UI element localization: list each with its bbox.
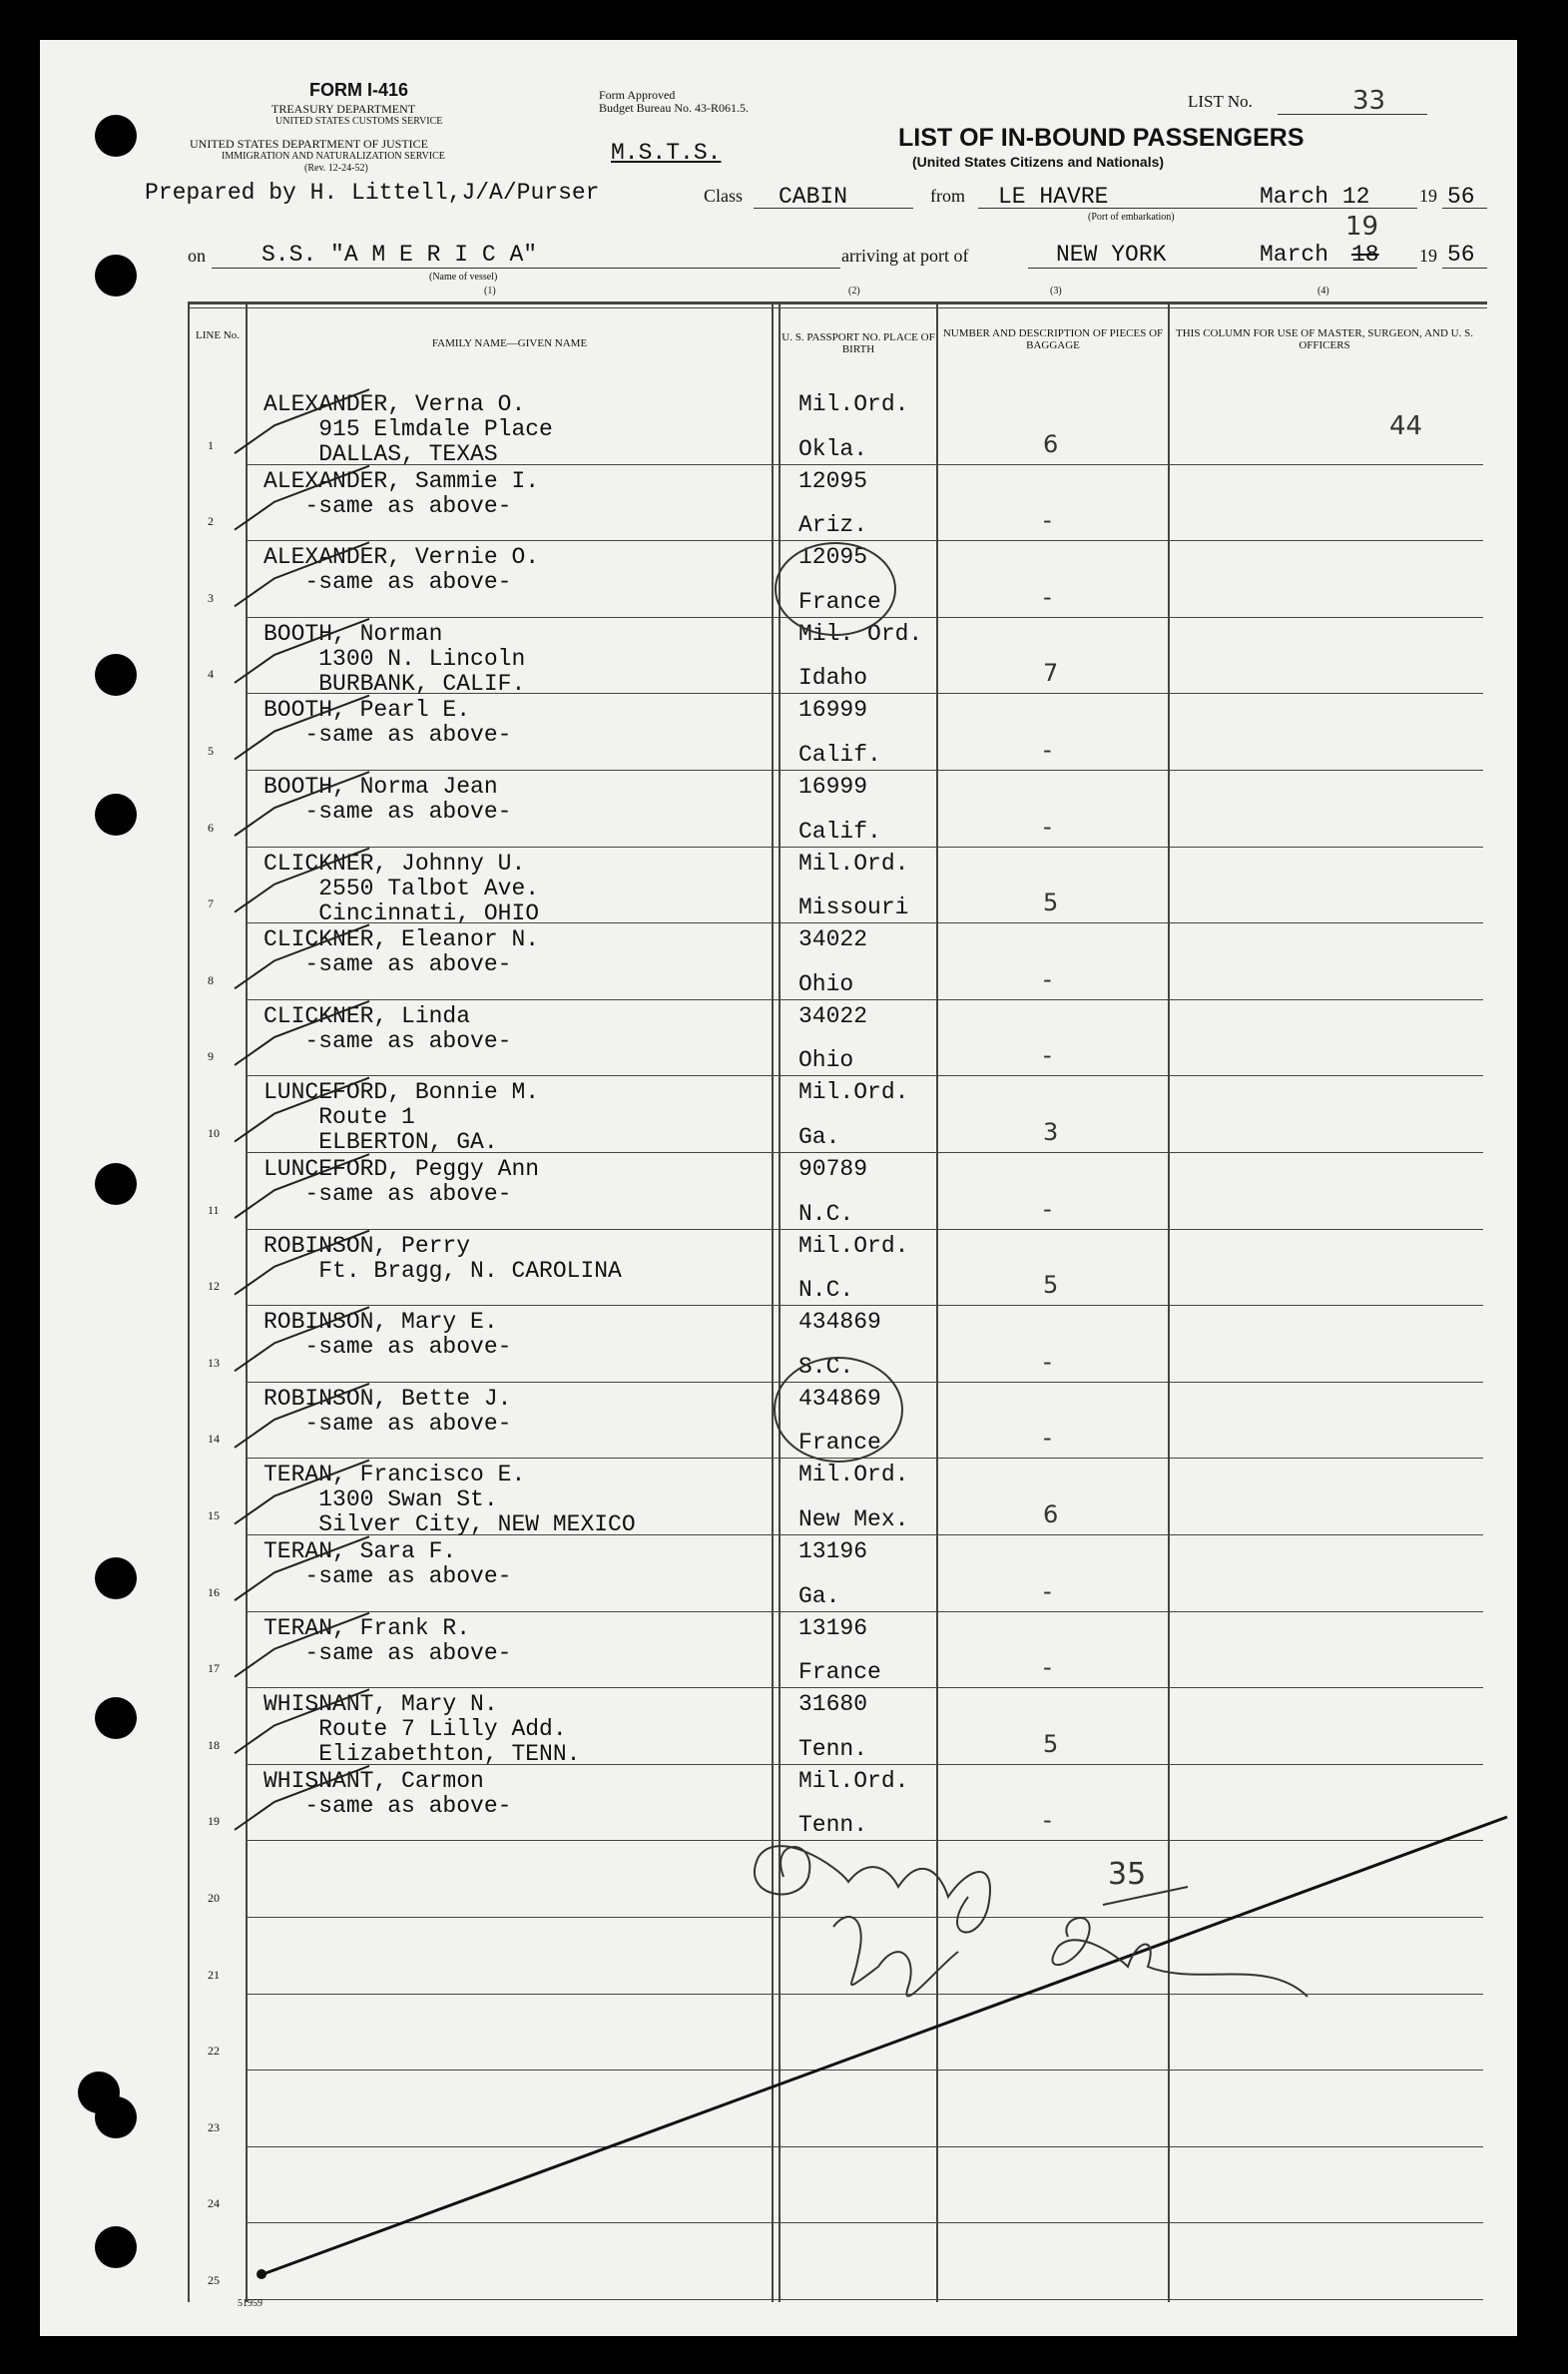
passenger-address-line: Route 7 Lilly Add. [263,1716,567,1742]
passenger-name: LUNCEFORD, Peggy Ann [263,1156,540,1182]
header-name: FAMILY NAME—GIVEN NAME [431,337,588,349]
passenger-address-line: -same as above- [263,1334,512,1360]
place-of-birth: Tenn. [798,1812,868,1838]
handwritten-total: 35 [1108,1857,1147,1892]
passenger-name: TERAN, Sara F. [263,1538,457,1564]
passenger-name: TERAN, Francisco E. [263,1462,526,1487]
list-label: LIST No. [1188,92,1253,111]
passenger-name: ALEXANDER, Verna O. [263,391,526,417]
tick-mark [235,619,369,683]
line-number: 2 [208,514,214,528]
vessel-name: S.S. "A M E R I C A" [261,242,538,268]
number-scribble [1052,1918,1307,1997]
handwriting-overlay [40,40,1517,2336]
column-number-3: (3) [1050,286,1062,297]
passenger-name: ALEXANDER, Sammie I. [263,468,540,494]
treasury-label: TREASURY DEPARTMENT [271,102,416,116]
baggage-count: 5 [1043,889,1059,916]
arrival-day-struck: 18 [1351,242,1379,268]
tick-mark [235,1689,369,1753]
passport-number: 13196 [798,1538,868,1564]
line-number: 4 [208,667,214,681]
line-number: 12 [208,1279,220,1293]
line-number: 23 [208,2120,220,2134]
tick-marks [235,389,369,1830]
passenger-name: BOOTH, Norma Jean [263,774,498,800]
place-of-birth: Ariz. [798,512,868,538]
tick-mark [235,1001,369,1065]
baggage-count: 6 [1043,1500,1059,1528]
msts-label: M.S.T.S. [611,140,722,166]
passenger-name: ROBINSON, Mary E. [263,1309,498,1335]
departure-date: March 12 [1260,184,1370,210]
line-number: 17 [208,1661,220,1675]
officer-note: 44 [1389,411,1423,441]
line-number: 7 [208,896,214,910]
passenger-name: ROBINSON, Perry [263,1233,471,1259]
place-of-birth: N.C. [798,1277,854,1303]
header-baggage: NUMBER AND DESCRIPTION OF PIECES OF BAGGAGE [942,327,1164,351]
line-number: 13 [208,1356,220,1370]
place-of-birth: Calif. [798,742,881,768]
tick-mark [235,772,369,836]
place-of-birth: Ga. [798,1124,840,1150]
place-of-birth: Idaho [798,665,868,691]
prepared-by: Prepared by H. Littell,J/A/Purser [145,180,600,206]
passport-number: 12095 [798,544,868,570]
passport-number: 434869 [798,1309,881,1335]
passport-number: 34022 [798,926,868,952]
immigration-label: IMMIGRATION AND NATURALIZATION SERVICE [222,151,445,162]
passenger-name: CLICKNER, Linda [263,1003,471,1029]
from-value: LE HAVRE [998,184,1109,210]
line-number: 3 [208,591,214,605]
place-of-birth: Tenn. [798,1736,868,1762]
form-number: FORM I-416 [309,80,409,100]
vessel-note: (Name of vessel) [429,272,498,283]
passenger-address-line: 915 Elmdale Place [263,416,553,442]
line-number: 25 [208,2273,220,2287]
class-label: Class [704,186,744,206]
passenger-address-line: -same as above- [263,1563,512,1589]
passenger-address-line: ELBERTON, GA. [263,1129,498,1155]
line-number: 15 [208,1508,220,1522]
customs-label: UNITED STATES CUSTOMS SERVICE [275,116,443,127]
place-of-birth: New Mex. [798,1506,909,1532]
tick-mark [235,1078,369,1142]
passenger-address-line: DALLAS, TEXAS [263,441,498,467]
baggage-count: 5 [1043,1730,1059,1758]
line-number: 9 [208,1049,214,1063]
passport-number: Mil. Ord. [798,621,923,647]
line-number: 19 [208,1814,220,1828]
passport-number: 90789 [798,1156,868,1182]
passport-number: Mil.Ord. [798,1233,909,1259]
line-number: 10 [208,1126,220,1140]
baggage-count: - [1043,736,1052,764]
passenger-address-line: -same as above- [263,1793,512,1819]
passport-number: Mil.Ord. [798,391,909,417]
column-number-1: (1) [484,286,496,297]
justice-label: UNITED STATES DEPARTMENT OF JUSTICE [190,137,429,151]
tick-mark [235,389,369,453]
passenger-name: WHISNANT, Mary N. [263,1691,498,1717]
passenger-address-line: Ft. Bragg, N. CAROLINA [263,1258,622,1284]
baggage-count: 5 [1043,1271,1059,1299]
passenger-address-line: -same as above- [263,1411,512,1437]
line-number: 18 [208,1738,220,1752]
baggage-count: - [1043,1806,1052,1834]
line-number: 22 [208,2044,220,2058]
circle-mark [776,543,895,635]
line-number: 11 [208,1203,220,1217]
arrival-year-value: 56 [1447,242,1475,268]
column-number-4: (4) [1317,286,1329,297]
underline-stroke [1103,1887,1188,1905]
place-of-birth: France [798,1659,881,1685]
passport-number: 16999 [798,697,868,723]
line-number: 6 [208,821,214,835]
header-officers: THIS COLUMN FOR USE OF MASTER, SURGEON, AND U. S. OFFICERS [1176,327,1473,351]
line-number: 1 [208,438,214,452]
tick-mark [235,466,369,530]
tick-mark [235,1154,369,1218]
passenger-address-line: -same as above- [263,951,512,977]
footer-code: 51959 [238,2298,262,2309]
passenger-address-line: -same as above- [263,799,512,825]
passport-number: 34022 [798,1003,868,1029]
passenger-name: BOOTH, Pearl E. [263,697,471,723]
baggage-count: - [1043,1653,1052,1681]
document-subtitle: (United States Citizens and Nationals) [912,154,1165,170]
baggage-count: - [1043,506,1052,534]
tick-mark [235,1461,369,1524]
place-of-birth: Missouri [798,894,909,920]
arriving-label: arriving at port of [841,246,969,266]
passenger-address-line: -same as above- [263,722,512,748]
passport-number: 12095 [798,468,868,494]
place-of-birth: Ga. [798,1583,840,1609]
arrival-year-prefix: 19 [1419,246,1437,266]
baggage-count: - [1043,813,1052,841]
from-label: from [930,186,965,206]
passport-number: Mil.Ord. [798,851,909,877]
passport-number: 13196 [798,1615,868,1641]
manifest-page [40,40,1517,2336]
passenger-address-line: -same as above- [263,569,512,595]
passenger-name: ROBINSON, Bette J. [263,1386,512,1412]
tick-mark [235,1766,369,1830]
passenger-address-line: Elizabethton, TENN. [263,1741,581,1767]
line-number: 24 [208,2196,220,2210]
place-of-birth: Calif. [798,819,881,845]
passport-number: 31680 [798,1691,868,1717]
line-number: 21 [208,1968,220,1982]
passenger-address-line: -same as above- [263,1028,512,1054]
tick-mark [235,924,369,988]
baggage-count: 7 [1043,659,1059,687]
form-approved: Form Approved [599,88,676,102]
line-number: 20 [208,1891,220,1905]
passport-number: Mil.Ord. [798,1462,909,1487]
port-embarkation-note: (Port of embarkation) [1088,212,1175,223]
line-number: 14 [208,1432,220,1446]
line-number: 5 [208,744,214,758]
initials-scribble [833,1917,958,1996]
passport-number: Mil.Ord. [798,1768,909,1794]
arrival-month: March [1260,242,1329,268]
tick-mark [235,1613,369,1677]
baggage-count: - [1043,1577,1052,1605]
document-title: LIST OF IN-BOUND PASSENGERS [898,124,1305,152]
tick-mark [235,1231,369,1295]
baggage-count: - [1043,1195,1052,1223]
column-number-2: (2) [848,286,860,297]
list-number: 33 [1352,86,1386,116]
passenger-name: WHISNANT, Carmon [263,1768,484,1794]
passenger-address-line: -same as above- [263,1181,512,1207]
passenger-address-line: -same as above- [263,493,512,519]
passenger-name: CLICKNER, Eleanor N. [263,926,540,952]
passenger-name: LUNCEFORD, Bonnie M. [263,1079,540,1105]
place-of-birth: N.C. [798,1201,854,1227]
line-number: 16 [208,1585,220,1599]
tick-mark [235,1307,369,1371]
passenger-name: TERAN, Frank R. [263,1615,471,1641]
circle-mark [775,1358,902,1462]
place-of-birth: Ohio [798,971,854,997]
tick-mark [235,849,369,912]
arrival-port: NEW YORK [1056,242,1167,268]
passport-number: 16999 [798,774,868,800]
baggage-count: - [1043,1041,1052,1069]
place-of-birth: France [798,1430,881,1456]
passenger-address-line: BURBANK, CALIF. [263,671,526,697]
passenger-address-line: -same as above- [263,1640,512,1666]
header-line-no: LINE No. [196,329,240,341]
place-of-birth: Okla. [798,436,868,462]
passport-number: Mil.Ord. [798,1079,909,1105]
tick-mark [235,1384,369,1448]
revision-label: (Rev. 12-24-52) [304,163,368,174]
baggage-count: - [1043,1424,1052,1452]
year-value: 56 [1447,184,1475,210]
arrival-day-corrected: 19 [1345,212,1379,242]
on-label: on [188,246,206,266]
passenger-address-line: Route 1 [263,1104,415,1130]
header-passport: U. S. PASSPORT NO. PLACE OF BIRTH [782,331,935,355]
signature-scribble [755,1846,990,1932]
tick-mark [235,1536,369,1600]
class-value: CABIN [779,184,848,210]
place-of-birth: S.C. [798,1354,854,1380]
strike-dot [257,2269,266,2279]
place-of-birth: Ohio [798,1047,854,1073]
passenger-address-line: Silver City, NEW MEXICO [263,1511,636,1537]
baggage-count: - [1043,583,1052,611]
baggage-count: - [1043,1348,1052,1376]
passenger-name: BOOTH, Norman [263,621,443,647]
line-number: 8 [208,973,214,987]
strike-line [258,1817,1507,2276]
passenger-address-line: 1300 N. Lincoln [263,646,526,672]
baggage-count: 3 [1043,1118,1059,1146]
place-of-birth: France [798,589,881,615]
passenger-name: CLICKNER, Johnny U. [263,851,526,877]
passenger-address-line: 1300 Swan St. [263,1486,498,1512]
baggage-count: 6 [1043,430,1059,458]
passenger-address-line: 2550 Talbot Ave. [263,876,540,901]
baggage-count: - [1043,965,1052,993]
year-prefix: 19 [1419,186,1437,206]
tick-mark [235,696,369,760]
tick-mark [235,542,369,606]
passport-number: 434869 [798,1386,881,1412]
budget-bureau: Budget Bureau No. 43-R061.5. [599,101,749,115]
passenger-name: ALEXANDER, Vernie O. [263,544,540,570]
passenger-address-line: Cincinnati, OHIO [263,900,540,926]
